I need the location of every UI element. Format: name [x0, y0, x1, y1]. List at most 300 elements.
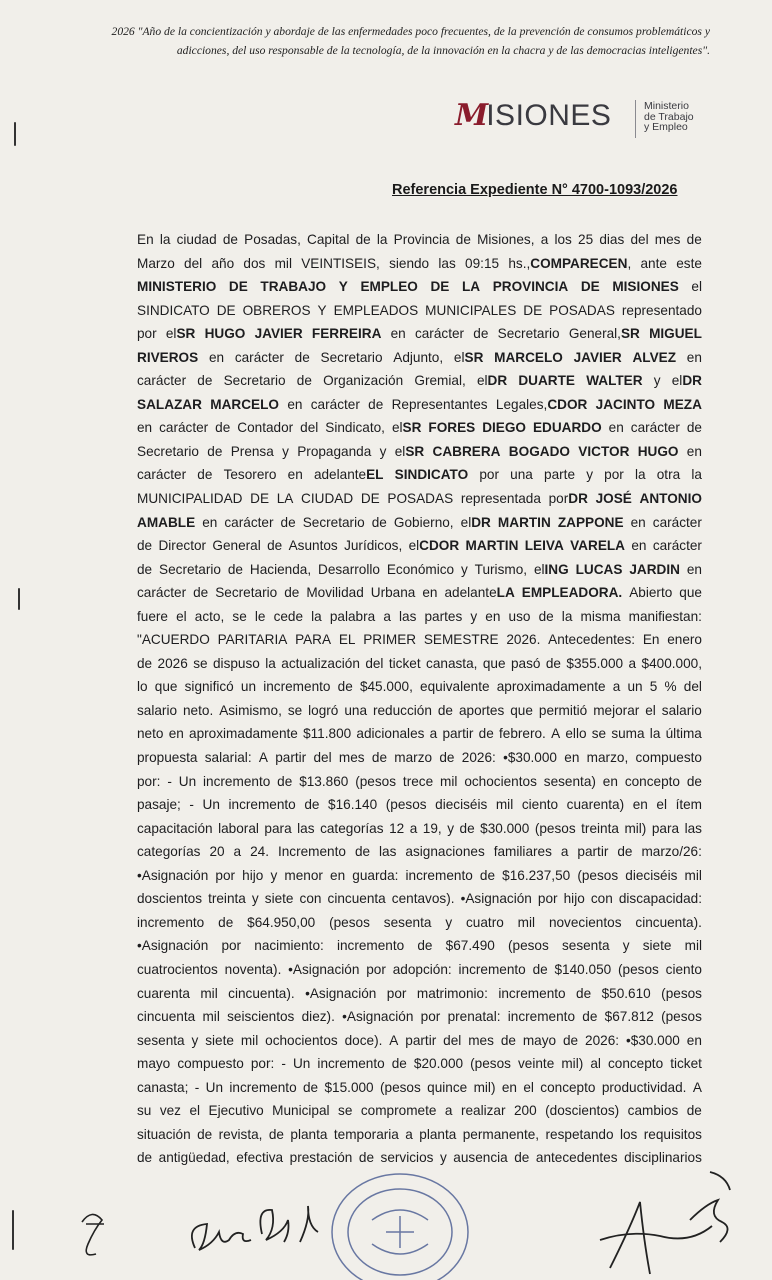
text-run: Secretario	[320, 349, 383, 365]
bold-text: MIGUEL	[649, 326, 702, 342]
text-run: cuatro	[466, 914, 504, 930]
body-word	[558, 511, 624, 535]
text-run: $67.490	[445, 938, 495, 954]
text-run: DE	[216, 302, 236, 318]
body-word	[593, 699, 639, 723]
text-run: Asimismo,	[219, 702, 282, 718]
text-run: incremento	[507, 1009, 576, 1025]
body-word	[137, 487, 243, 511]
text-run: Adjunto,	[393, 349, 444, 365]
body-word	[578, 440, 629, 464]
text-run: en	[608, 420, 624, 436]
text-run: neto	[137, 726, 164, 742]
text-run: y	[445, 914, 453, 930]
body-word	[459, 699, 504, 723]
body-word	[438, 252, 455, 276]
text-run: aproximadamente	[496, 679, 606, 695]
bold-text: EMPLEADORA.	[521, 585, 623, 601]
body-word	[339, 746, 365, 770]
text-run: y	[379, 443, 387, 459]
year-motto-line-2: adicciones, del uso responsable de la tecnología, de la innovación en la chacra y de las democracias inteligentes".	[176, 44, 710, 57]
body-word	[205, 746, 252, 770]
body-word	[307, 228, 349, 252]
body-word	[655, 228, 681, 252]
text-run: Director	[158, 538, 207, 554]
text-run: carácter	[234, 349, 284, 365]
text-run: las	[438, 255, 456, 271]
body-word	[267, 534, 282, 558]
body-word	[477, 369, 507, 393]
text-run: que	[679, 585, 702, 601]
body-word	[337, 934, 404, 958]
text-run: mil	[440, 773, 458, 789]
body-word	[462, 746, 496, 770]
body-word	[399, 605, 416, 629]
body-word	[224, 511, 273, 535]
text-run: a	[409, 820, 418, 836]
body-word	[288, 958, 359, 982]
bold-text: CABRERA	[432, 443, 501, 459]
body-word	[282, 440, 289, 464]
body-word	[605, 1005, 654, 1029]
body-word	[224, 369, 286, 393]
text-run: de	[538, 608, 554, 624]
text-run: Asuntos	[288, 538, 338, 554]
text-run: (pesos	[534, 820, 576, 836]
text-run: Secretario	[223, 373, 286, 389]
body-word	[193, 652, 207, 676]
body-word	[499, 722, 546, 746]
body-word	[676, 793, 702, 817]
body-word	[405, 1123, 413, 1147]
text-run: A	[692, 1079, 702, 1095]
text-run: (pesos	[661, 985, 702, 1001]
body-word	[461, 511, 491, 535]
body-word	[545, 1099, 619, 1123]
text-run: hs.,	[508, 255, 531, 271]
text-run: 20	[209, 844, 225, 860]
body-word	[445, 1099, 453, 1123]
margin-mark-top	[14, 122, 16, 146]
text-run: por	[548, 491, 569, 507]
body-word	[654, 369, 661, 393]
text-run: febrero.	[498, 726, 546, 742]
text-run: $64.950,00	[247, 914, 316, 930]
text-run: de	[563, 1032, 579, 1048]
body-word	[137, 864, 208, 888]
body-word	[281, 511, 296, 535]
text-run: $400.000,	[641, 655, 702, 671]
text-run: dos	[243, 255, 266, 271]
body-word	[617, 840, 632, 864]
text-run: vez	[159, 1103, 181, 1119]
text-run: con	[299, 891, 322, 907]
text-run: la	[649, 726, 661, 742]
body-word	[377, 228, 388, 252]
body-word	[329, 911, 370, 935]
body-word	[582, 1005, 597, 1029]
text-run: uso	[508, 608, 531, 624]
body-word	[389, 817, 404, 841]
body-word	[565, 722, 586, 746]
text-run: efectiva	[236, 1150, 284, 1166]
body-word	[463, 1123, 539, 1147]
text-run: Jurídicos,	[344, 538, 403, 554]
text-run: en	[686, 443, 702, 459]
text-run: Antecedentes:	[548, 632, 636, 648]
text-run: incremento	[405, 867, 473, 883]
text-run: de	[479, 867, 496, 883]
body-word	[663, 393, 702, 417]
text-run: en	[686, 1032, 702, 1048]
text-run: a	[429, 726, 438, 742]
body-word	[473, 322, 488, 346]
body-word	[137, 534, 152, 558]
text-run: ochocientos	[265, 1032, 338, 1048]
text-run: doce).	[344, 1032, 383, 1048]
text-run: de	[337, 679, 353, 695]
text-run: partir	[275, 750, 307, 766]
body-word	[539, 699, 587, 723]
body-word	[195, 1076, 200, 1100]
body-word	[661, 1005, 702, 1029]
body-word	[443, 1029, 461, 1053]
body-word	[493, 275, 569, 299]
body-word	[445, 911, 452, 935]
text-run: Un	[178, 773, 197, 789]
text-run: el	[408, 538, 420, 554]
body-word	[511, 652, 540, 676]
bold-text: ANTONIO	[639, 491, 702, 507]
text-run: trece	[402, 773, 434, 789]
body-word	[137, 299, 210, 323]
body-line	[137, 322, 702, 346]
text-run: novecientos	[548, 914, 622, 930]
bold-text: MARCELO	[210, 396, 279, 412]
text-run: logró	[308, 702, 339, 718]
body-word	[631, 416, 680, 440]
body-word	[387, 558, 454, 582]
bold-text: PROVINCIA	[492, 279, 569, 295]
body-word	[643, 628, 660, 652]
body-line	[137, 982, 702, 1006]
body-word	[549, 487, 588, 511]
body-word	[227, 1005, 294, 1029]
text-run: dias	[599, 232, 625, 247]
text-run: CIUDAD	[301, 491, 354, 507]
text-run: de	[478, 726, 494, 742]
text-run: matrimonio:	[416, 985, 488, 1001]
body-word	[525, 534, 564, 558]
text-run: reducción	[372, 702, 432, 718]
bold-text: SR	[464, 349, 484, 365]
text-run: (pesos	[470, 1056, 511, 1072]
body-word	[482, 416, 526, 440]
text-run: A	[389, 1032, 399, 1048]
text-run: mayo	[522, 1032, 557, 1048]
body-word	[324, 1076, 373, 1100]
body-word	[274, 605, 303, 629]
body-word	[649, 322, 702, 346]
body-word	[218, 817, 259, 841]
bold-text: DR	[487, 373, 508, 389]
text-run: $67.812	[604, 1009, 654, 1025]
text-run: de	[686, 420, 702, 436]
body-line	[137, 675, 702, 699]
body-word	[466, 911, 504, 935]
body-word	[389, 652, 421, 676]
body-word	[265, 652, 276, 676]
body-word	[685, 864, 702, 888]
text-run: cuatrocientos	[137, 961, 218, 977]
bold-text: HUGO	[204, 326, 246, 342]
text-run: de	[459, 820, 475, 836]
body-word	[470, 605, 477, 629]
text-run: En	[137, 232, 154, 247]
body-word	[137, 1123, 191, 1147]
text-run: y	[460, 561, 468, 577]
body-word	[137, 1099, 151, 1123]
text-run: el	[671, 373, 683, 389]
body-word	[514, 1099, 537, 1123]
body-word	[234, 840, 242, 864]
text-run: incremento	[263, 679, 331, 695]
text-run: enero	[667, 632, 702, 648]
text-run: productividad.	[601, 1079, 687, 1095]
text-run: la	[691, 467, 702, 483]
body-word	[229, 1076, 296, 1100]
body-word	[522, 581, 622, 605]
body-word	[160, 228, 171, 252]
body-word	[219, 699, 282, 723]
text-run: suma	[611, 726, 645, 742]
text-run: y	[439, 1150, 447, 1166]
bold-text: MEZA	[663, 396, 702, 412]
body-word	[352, 864, 398, 888]
body-word	[225, 958, 282, 982]
text-run: compuesto	[177, 1056, 244, 1072]
text-run: ochocientos	[464, 773, 537, 789]
bold-text: JOSÉ	[595, 491, 632, 507]
body-word	[243, 252, 265, 276]
body-word	[498, 511, 551, 535]
text-run: actualización	[281, 655, 360, 671]
body-word	[454, 346, 483, 370]
text-run: Turismo,	[474, 561, 528, 577]
text-run: centavos).	[391, 891, 455, 907]
body-word	[435, 793, 487, 817]
text-run: año	[211, 255, 235, 271]
body-word	[596, 393, 655, 417]
body-word	[328, 793, 377, 817]
text-run: manifiestan:	[628, 608, 702, 624]
body-word	[275, 252, 292, 276]
body-word	[137, 699, 177, 723]
body-word	[577, 840, 608, 864]
text-run: a	[405, 1126, 413, 1142]
body-word	[563, 1029, 578, 1053]
text-run: •Asignación	[342, 1009, 414, 1025]
text-run: diez).	[301, 1009, 335, 1025]
body-word	[394, 228, 450, 252]
body-line	[137, 934, 702, 958]
body-word	[137, 958, 218, 982]
body-word	[304, 793, 319, 817]
text-run: ciudad	[176, 232, 217, 247]
bold-text: FERREIRA	[311, 326, 382, 342]
text-run: concepto	[624, 773, 680, 789]
body-word	[137, 346, 198, 370]
text-run: prestación	[289, 1150, 353, 1166]
body-line	[137, 487, 702, 511]
body-word	[636, 746, 703, 770]
body-word	[417, 982, 488, 1006]
body-word	[574, 346, 622, 370]
text-run: dieciséis	[435, 797, 488, 813]
body-word	[666, 722, 702, 746]
text-run: Representantes	[391, 396, 488, 412]
body-word	[555, 958, 612, 982]
body-word	[587, 746, 629, 770]
body-word	[676, 252, 702, 276]
body-word	[334, 1123, 399, 1147]
text-run: $355.000	[566, 655, 624, 671]
text-run: sesenta)	[543, 773, 596, 789]
body-word	[643, 934, 672, 958]
text-run: •Asignación	[460, 891, 532, 907]
body-word	[137, 722, 163, 746]
body-word	[631, 534, 646, 558]
body-word	[687, 770, 702, 794]
body-word	[549, 911, 622, 935]
text-run: sesenta	[561, 938, 610, 954]
body-word	[494, 840, 552, 864]
body-word	[640, 487, 702, 511]
text-run: salario	[137, 702, 178, 718]
text-run: aportes	[458, 702, 505, 718]
body-word	[392, 887, 455, 911]
text-run: A	[551, 726, 561, 742]
text-run: de	[439, 750, 455, 766]
body-word	[666, 958, 702, 982]
body-word	[344, 534, 402, 558]
text-run: un	[240, 679, 257, 695]
bold-text: MINISTERIO	[137, 279, 217, 295]
text-run: 12	[389, 820, 405, 836]
text-run: por	[537, 891, 558, 907]
body-word	[535, 817, 576, 841]
body-word	[308, 699, 338, 723]
body-word	[687, 558, 702, 582]
bold-text: WALTER	[586, 373, 643, 389]
body-word	[456, 228, 471, 252]
text-run: y	[270, 867, 278, 883]
text-run: Un	[202, 797, 220, 813]
text-run: mil	[202, 1009, 220, 1025]
bold-text: EL	[366, 467, 384, 483]
body-word	[613, 675, 621, 699]
body-line	[137, 1099, 702, 1123]
body-word	[137, 934, 208, 958]
text-run: capacitación	[137, 820, 213, 836]
text-run: del	[313, 750, 332, 766]
text-run: equivalente	[420, 679, 490, 695]
bold-text: SR	[176, 326, 196, 342]
text-run: adelante	[313, 467, 367, 483]
body-word	[684, 675, 702, 699]
body-word	[612, 275, 678, 299]
text-run: la	[634, 467, 646, 483]
body-word	[650, 675, 658, 699]
body-line	[137, 864, 702, 888]
text-run: -	[167, 773, 172, 789]
body-word	[518, 369, 575, 393]
body-word	[209, 840, 224, 864]
body-word	[468, 1029, 494, 1053]
text-run: mil	[495, 797, 514, 813]
text-run: por	[221, 938, 242, 954]
body-word	[231, 440, 274, 464]
text-run: parte	[544, 467, 576, 483]
body-word	[137, 982, 190, 1006]
text-run: última	[665, 726, 702, 742]
text-run: y	[586, 467, 593, 483]
text-run: planta	[419, 1126, 457, 1142]
body-word	[466, 534, 519, 558]
body-word	[599, 228, 624, 252]
body-word	[360, 675, 413, 699]
text-run: la	[561, 608, 573, 624]
text-run: de	[137, 538, 153, 554]
body-word	[137, 1005, 195, 1029]
text-run: asignaciones	[405, 844, 485, 860]
body-line	[137, 511, 702, 535]
text-run: Movilidad	[306, 585, 364, 601]
body-word	[576, 558, 623, 582]
body-word	[508, 934, 549, 958]
text-run: y	[622, 938, 630, 954]
text-run: de	[358, 1150, 375, 1166]
body-word	[656, 793, 667, 817]
text-run: se	[287, 702, 303, 718]
text-run: $15.000	[324, 1079, 374, 1095]
text-run: (pesos	[577, 867, 619, 883]
body-word	[137, 817, 213, 841]
text-run: Secretario	[215, 585, 278, 601]
text-run: ausencia	[453, 1150, 508, 1166]
text-run: se	[193, 655, 208, 671]
text-run: fuere	[137, 608, 168, 624]
text-run: le	[254, 608, 266, 624]
body-word	[223, 228, 238, 252]
bold-text: SR	[620, 326, 640, 342]
text-run: carácter	[137, 585, 187, 601]
text-run: de	[268, 1126, 284, 1142]
body-word	[244, 228, 301, 252]
body-word	[137, 463, 186, 487]
text-run: de	[576, 985, 592, 1001]
text-run: por	[420, 1009, 441, 1025]
text-run: el	[645, 702, 656, 718]
body-word	[184, 252, 202, 276]
body-word	[420, 675, 490, 699]
body-word	[210, 393, 279, 417]
body-word	[137, 369, 186, 393]
body-word	[461, 887, 532, 911]
text-run: en	[564, 750, 580, 766]
text-run: A	[258, 750, 268, 766]
body-word	[502, 864, 570, 888]
